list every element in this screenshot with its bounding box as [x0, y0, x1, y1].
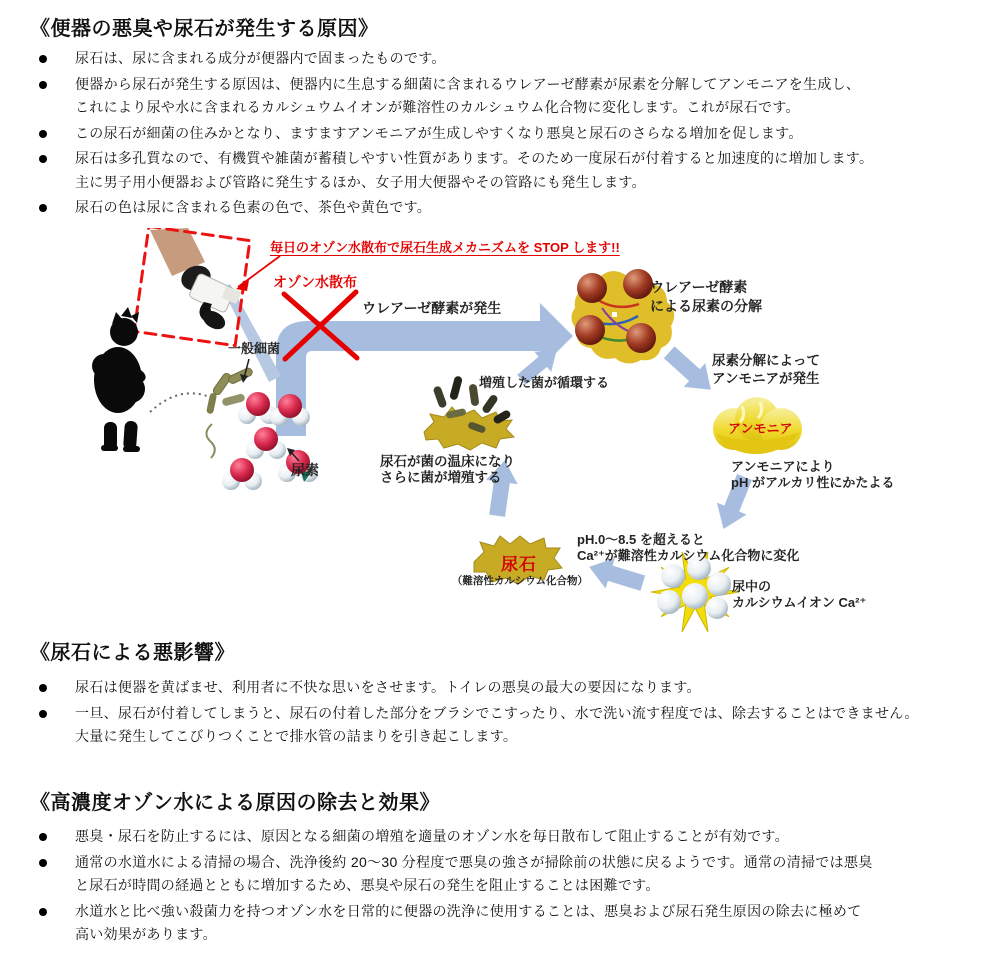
ammonia-generated-label: 尿素分解によって アンモニアが発生	[712, 353, 820, 386]
urinary-stone-sublabel: （難溶性カルシウム化合物）	[451, 575, 589, 587]
list-item: 一旦、尿石が付着してしまうと、尿石の付着した部分をブラシでこすったり、水で洗い流す程度では、除去することはできません。 大量に発生してこびりつくことで排水管の詰まりを引き起こします。	[75, 702, 977, 749]
list-item: 通常の水道水による清掃の場合、洗浄後約 20～30 分程度で悪臭の強さが掃除前の状態に戻るようです。通常の清掃では悪臭 と尿石が時間の経過とともに増加するため、悪臭や尿石の発生を阻止することは困難です。	[75, 851, 977, 898]
list-item: 尿石は多孔質なので、有機質や雑菌が蓄積しやすい性質があります。そのため一度尿石が付着すると加速度的に増加します。 主に男子用小便器および管路に発生するほか、女子用大便器やその管路にも発生します。	[75, 147, 977, 194]
ozone-spray-label: オゾン水散布	[273, 274, 357, 290]
stone-bed-label: 尿石が菌の温床になり さらに菌が増殖する	[380, 454, 515, 485]
spray-bottle-illustration	[150, 228, 242, 333]
urinary-stone-label: 尿石	[501, 555, 537, 574]
urinary-stone-mechanism-diagram	[0, 228, 992, 660]
causes-bullet-list	[75, 47, 977, 222]
general-bacteria-label: 一般細菌	[228, 341, 281, 356]
ph-alkaline-label: アンモニアにより pH がアルカリ性にかたよる	[731, 459, 895, 490]
urease-decomposition-label: ウレアーゼ酵素 による尿素の分解	[650, 279, 762, 314]
section-title-effects: 《尿石による悪影響》	[30, 642, 235, 664]
list-item: この尿石が細菌の住みかとなり、ますますアンモニアが生成しやすくなり悪臭と尿石のさらなる増加を促します。	[75, 122, 977, 146]
urea-label: 尿素	[291, 462, 319, 478]
effects-bullet-list	[75, 676, 977, 751]
list-item: 尿石は、尿に含まれる成分が便器内で固まったものです。	[75, 47, 977, 71]
list-item: 尿石の色は尿に含まれる色素の色で、茶色や黄色です。	[75, 196, 977, 220]
boy-silhouette	[92, 307, 148, 452]
list-item: 水道水と比べ強い殺菌力を持つオゾン水を日常的に便器の洗浄に使用することは、悪臭および尿石発生原因の除去に極めて 高い効果があります。	[75, 900, 977, 947]
calcium-starburst	[651, 552, 739, 632]
ozone-bullet-list	[75, 825, 977, 949]
urease-occurs-label: ウレアーゼ酵素が発生	[362, 300, 502, 316]
stop-banner: 毎日のオゾン水散布で尿石生成メカニズムを STOP します!!	[270, 240, 620, 255]
calcium-ion-label: 尿中の カルシウムイオン Ca²⁺	[732, 579, 867, 610]
ammonia-label: アンモニア	[728, 421, 793, 436]
list-item: 尿石は便器を黄ばませ、利用者に不快な思いをさせます。トイレの悪臭の最大の要因になります。	[75, 676, 977, 700]
circulate-label: 増殖した菌が循環する	[479, 375, 610, 390]
section-title-ozone: 《高濃度オゾン水による原因の除去と効果》	[30, 792, 440, 814]
list-item: 悪臭・尿石を防止するには、原因となる細菌の増殖を適量のオゾン水を毎日散布して阻止することが有効です。	[75, 825, 977, 849]
ph-exceed-label: pH.0～8.5 を超えると Ca²⁺が難溶性カルシウム化合物に変化	[577, 532, 800, 563]
list-item: 便器から尿石が発生する原因は、便器内に生息する細菌に含まれるウレアーゼ酵素が尿素を分解してアンモニアを生成し、 これにより尿や水に含まれるカルシュウムイオンが難溶性のカルシュウム化合物に変化します。これが尿石です。	[75, 73, 977, 120]
dotted-arc	[150, 393, 212, 412]
section-title-causes: 《便器の悪臭や尿石が発生する原因》	[30, 18, 379, 40]
